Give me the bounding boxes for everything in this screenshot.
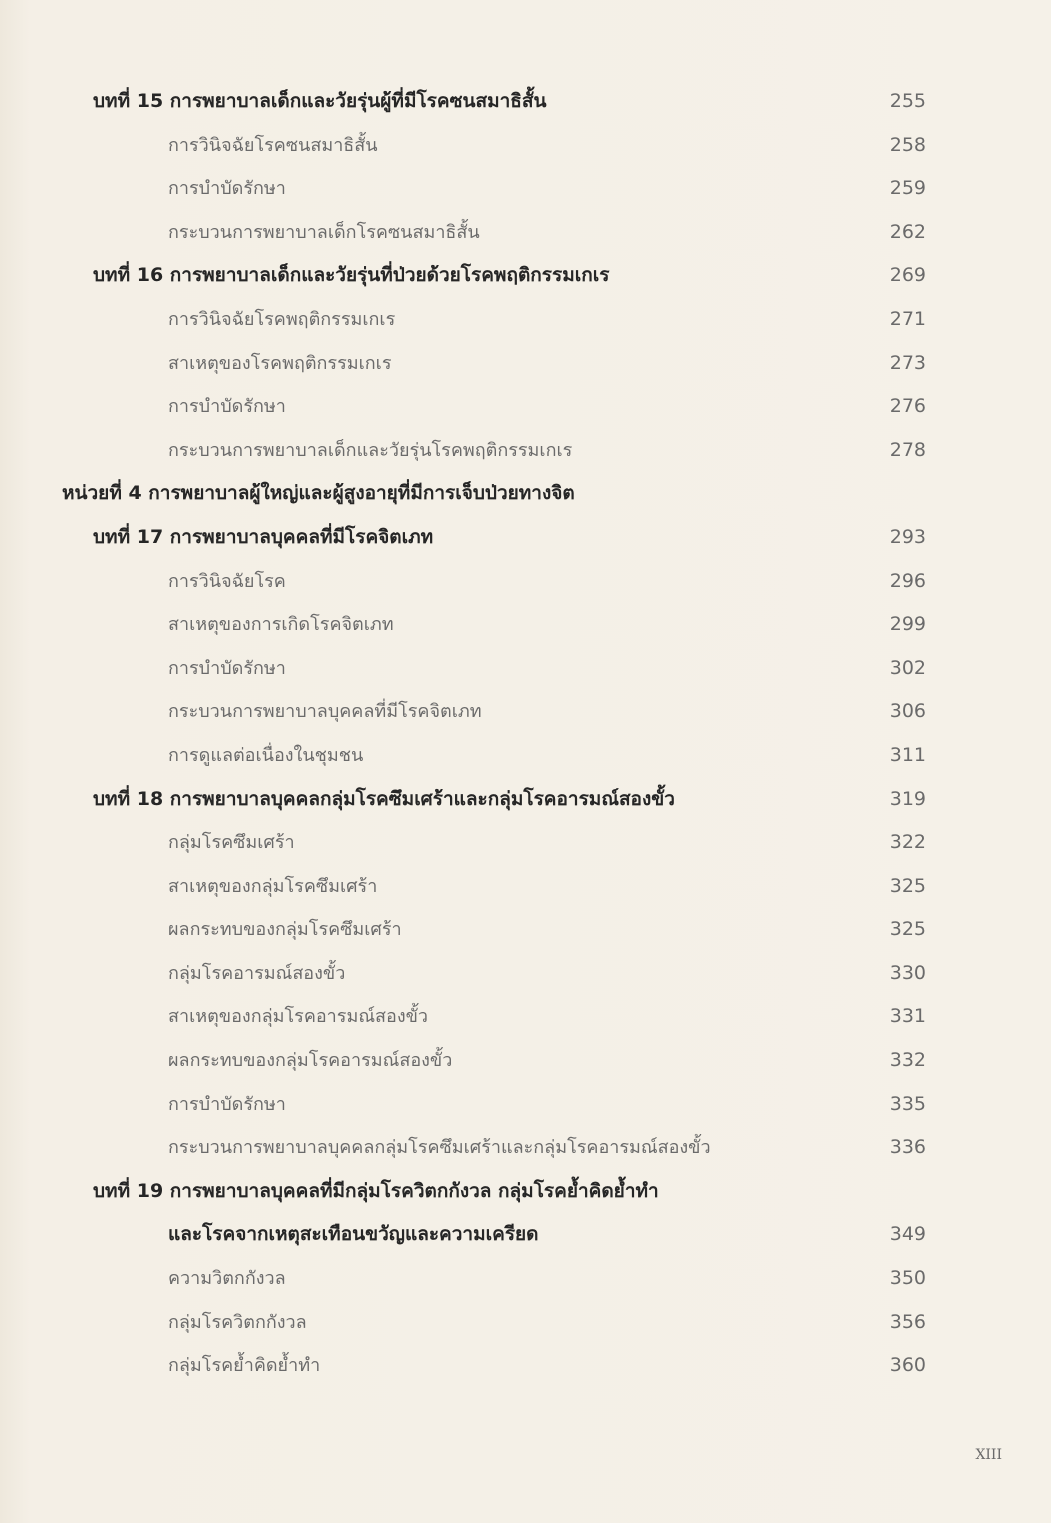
toc-entry-title: กลุ่มโรคย้ำคิดย้ำทำ: [168, 1355, 321, 1377]
toc-entry-page-number: 319: [889, 787, 926, 810]
toc-entry-page-number: 306: [889, 700, 926, 723]
toc-entry-title: หน่วยที่ 4 การพยาบาลผู้ใหญ่และผู้สูงอายุที่มีการเจ็บป่วยทางจิต: [62, 482, 575, 505]
toc-entry-page-number: 360: [889, 1354, 926, 1377]
toc-entry-section: [0, 995, 1051, 1039]
toc-entry-section: [0, 1257, 1051, 1301]
toc-entry-page-number: 350: [889, 1267, 926, 1290]
toc-entry-title: กลุ่มโรควิตกกังวล: [168, 1311, 307, 1333]
toc-entry-page-number: 332: [889, 1049, 926, 1072]
toc-entry-title: บทที่ 16 การพยาบาลเด็กและวัยรุ่นที่ป่วยด้วยโรคพฤติกรรมเกเร: [93, 264, 610, 287]
toc-entry-section: [0, 298, 1051, 342]
toc-entry-chapter: [0, 1170, 1051, 1214]
toc-entry-page-number: 322: [889, 831, 926, 854]
toc-entry-title: การบำบัดรักษา: [168, 396, 286, 418]
toc-entry-section: [0, 647, 1051, 691]
toc-entry-page-number: 255: [889, 90, 926, 112]
toc-entry-page-number: 356: [889, 1310, 926, 1333]
toc-entry-section: [0, 429, 1051, 473]
toc-entry-page-number: 299: [889, 613, 926, 636]
toc-entry-page-number: 330: [889, 961, 926, 984]
toc-entry-title: บทที่ 17 การพยาบาลบุคคลที่มีโรคจิตเภท: [93, 525, 434, 548]
toc-entry-title: บทที่ 18 การพยาบาลบุคคลกลุ่มโรคซึมเศร้าและกลุ่มโรคอารมณ์สองขั้ว: [93, 787, 675, 810]
toc-entry-title: การบำบัดรักษา: [168, 657, 286, 679]
toc-entry-page-number: 336: [889, 1136, 926, 1159]
toc-entry-section: [0, 342, 1051, 386]
toc-entry-title: กลุ่มโรคอารมณ์สองขั้ว: [168, 962, 346, 984]
toc-entry-title: การบำบัดรักษา: [168, 178, 286, 200]
toc-entry-title: บทที่ 15 การพยาบาลเด็กและวัยรุ่นผู้ที่มีโรคซนสมาธิสั้น: [93, 90, 547, 112]
toc-entry-page-number: 269: [889, 264, 926, 287]
toc-entry-page-number: 296: [889, 569, 926, 592]
toc-entry-title: กระบวนการพยาบาลเด็กและวัยรุ่นโรคพฤติกรรมเกเร: [168, 439, 573, 461]
toc-entry-page-number: 293: [889, 525, 926, 548]
toc-entry-section: [0, 124, 1051, 168]
toc-entry-section: [0, 1039, 1051, 1083]
toc-entry-section: [0, 1344, 1051, 1388]
toc-entry-title: การวินิจฉัยโรค: [168, 570, 286, 592]
toc-entry-title: กลุ่มโรคซึมเศร้า: [168, 832, 295, 854]
toc-entry-section: [0, 821, 1051, 865]
toc-entry-page-number: 335: [889, 1092, 926, 1115]
toc-entry-section: [0, 1126, 1051, 1170]
toc-entry-title: ผลกระทบของกลุ่มโรคซึมเศร้า: [168, 919, 402, 941]
toc-entry-page-number: 349: [889, 1223, 926, 1246]
toc-entry-unit: [0, 472, 1051, 516]
toc-entry-title: สาเหตุของการเกิดโรคจิตเภท: [168, 614, 394, 636]
toc-entry-page-number: 262: [889, 220, 926, 243]
toc-entry-title: บทที่ 19 การพยาบาลบุคคลที่มีกลุ่มโรควิตกกังวล กลุ่มโรคย้ำคิดย้ำทำ: [93, 1179, 659, 1202]
toc-entry-chapter: [0, 80, 1051, 124]
toc-entry-page-number: 278: [889, 438, 926, 461]
toc-entry-section: [0, 690, 1051, 734]
toc-entry-section: [0, 385, 1051, 429]
toc-entry-chapter: [0, 516, 1051, 560]
toc-entry-title: การวินิจฉัยโรคซนสมาธิสั้น: [168, 134, 378, 156]
toc-entry-page-number: 258: [889, 133, 926, 156]
toc-entry-section: [0, 603, 1051, 647]
toc-entry-page-number: 273: [889, 351, 926, 374]
toc-entry-title: กระบวนการพยาบาลบุคคลกลุ่มโรคซึมเศร้าและกลุ่มโรคอารมณ์สองขั้ว: [168, 1137, 711, 1159]
table-of-contents: [0, 80, 1051, 1388]
toc-entry-page-number: 271: [889, 307, 926, 330]
toc-entry-title: สาเหตุของกลุ่มโรคซึมเศร้า: [168, 875, 378, 897]
toc-entry-section: [0, 1083, 1051, 1127]
toc-entry-page-number: 276: [889, 395, 926, 418]
toc-entry-section: [0, 865, 1051, 909]
toc-entry-page-number: 311: [889, 743, 926, 766]
toc-entry-page-number: 325: [889, 918, 926, 941]
toc-entry-title: การวินิจฉัยโรคพฤติกรรมเกเร: [168, 308, 396, 330]
toc-entry-title: ความวิตกกังวล: [168, 1268, 286, 1290]
page-folio: XIII: [975, 1447, 1002, 1463]
toc-entry-page-number: 259: [889, 177, 926, 200]
toc-entry-section: [0, 211, 1051, 255]
toc-entry-section: [0, 167, 1051, 211]
toc-entry-title: และโรคจากเหตุสะเทือนขวัญและความเครียด: [168, 1223, 539, 1246]
toc-entry-section: [0, 560, 1051, 604]
toc-entry-section: [0, 952, 1051, 996]
toc-entry-page-number: 331: [889, 1005, 926, 1028]
toc-entry-section: [0, 1301, 1051, 1345]
toc-entry-title: การบำบัดรักษา: [168, 1093, 286, 1115]
toc-entry-chapter-cont: [0, 1213, 1051, 1257]
toc-entry-title: กระบวนการพยาบาลบุคคลที่มีโรคจิตเภท: [168, 701, 482, 723]
toc-entry-title: ผลกระทบของกลุ่มโรคอารมณ์สองขั้ว: [168, 1050, 453, 1072]
toc-entry-section: [0, 908, 1051, 952]
toc-entry-chapter: [0, 254, 1051, 298]
toc-entry-page-number: 302: [889, 656, 926, 679]
toc-entry-chapter: [0, 778, 1051, 822]
toc-entry-page-number: 325: [889, 874, 926, 897]
toc-entry-title: สาเหตุของโรคพฤติกรรมเกเร: [168, 352, 392, 374]
toc-entry-title: สาเหตุของกลุ่มโรคอารมณ์สองขั้ว: [168, 1006, 429, 1028]
toc-entry-title: กระบวนการพยาบาลเด็กโรคซนสมาธิสั้น: [168, 221, 480, 243]
toc-entry-section: [0, 734, 1051, 778]
toc-entry-title: การดูแลต่อเนื่องในชุมชน: [168, 744, 364, 766]
